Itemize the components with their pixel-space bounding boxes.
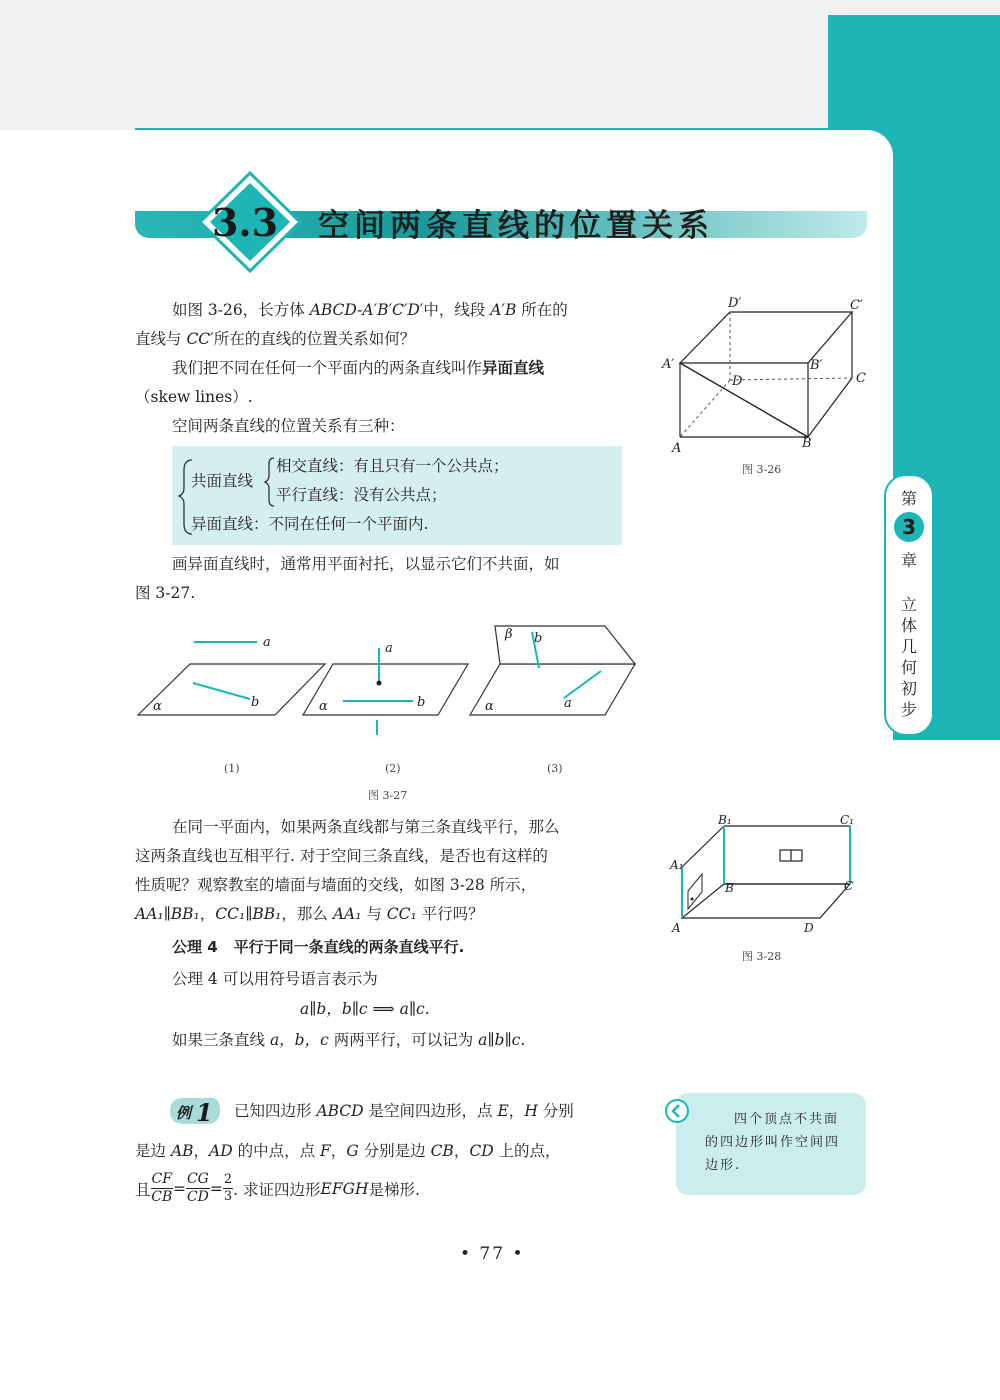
para4-line2: 图 3-27. bbox=[135, 584, 196, 602]
section-number-diamond bbox=[195, 170, 305, 275]
fig28-C: C bbox=[844, 879, 854, 893]
fig27-1-alpha: α bbox=[153, 699, 162, 714]
label-D: D bbox=[732, 374, 743, 389]
figure-3-27 bbox=[135, 620, 645, 745]
para2-line2: （skew lines）. bbox=[135, 388, 253, 406]
label-C: C bbox=[856, 371, 866, 386]
para3: 空间两条直线的位置关系有三种： bbox=[172, 417, 405, 435]
intersect-lines: 相交直线：有且只有一个公共点； bbox=[276, 457, 509, 475]
fraction-cf-cb: $\frac{CF}{CB}$ bbox=[151, 1171, 173, 1205]
skew-lines: 异面直线：不同在任何一个平面内. bbox=[191, 515, 429, 533]
coplanar-label: 共面直线 bbox=[191, 472, 254, 490]
axiom-4 bbox=[172, 933, 464, 962]
fig27-3-a: a bbox=[564, 696, 572, 711]
caption-3-26: 图 3-26 bbox=[742, 463, 782, 476]
para1-line1: 如图 3-26，长方体 ABCD-A′B′C′D′中，线段 A′B 所在的 bbox=[172, 301, 568, 319]
figure-3-26 bbox=[660, 292, 880, 462]
tip-arrow-icon bbox=[664, 1098, 690, 1124]
fig27-sub2: (2) bbox=[385, 762, 401, 775]
para6: 如果三条直线 a，b，c 两两平行，可以记为 a∥b∥c. bbox=[172, 1031, 526, 1049]
axiom-text: 平行于同一条直线的两条直线平行. bbox=[233, 938, 465, 956]
para2-line1: 我们把不同在任何一个平面内的两条直线叫作异面直线 bbox=[172, 359, 545, 377]
section-number: 3.3 bbox=[211, 200, 279, 245]
fig27-sub3: (3) bbox=[547, 762, 563, 775]
fig27-2-a: a bbox=[385, 641, 393, 656]
chapter-number: 3 bbox=[894, 512, 924, 542]
fig27-3-alpha: α bbox=[485, 699, 494, 714]
axiom-formula: a∥b，b∥c ⟹ a∥c. bbox=[300, 1000, 430, 1018]
fig27-sub1: (1) bbox=[224, 762, 240, 775]
para5-line4: AA₁∥BB₁，CC₁∥BB₁，那么 AA₁ 与 CC₁ 平行吗？ bbox=[135, 905, 484, 923]
para4-line1: 画异面直线时，通常用平面衬托，以显示它们不共面，如 bbox=[172, 555, 560, 573]
fig28-C1: C₁ bbox=[840, 813, 854, 827]
fig28-D: D bbox=[804, 921, 814, 935]
chapter-tab-di: 第 bbox=[900, 489, 917, 508]
figure-3-28 bbox=[668, 812, 868, 937]
fig27-2-b: b bbox=[417, 695, 426, 710]
example-line2: 是边 AB，AD 的中点，点 F，G 分别是边 CB，CD 上的点， bbox=[135, 1142, 561, 1160]
chapter-tab-zhang: 章 bbox=[900, 551, 917, 570]
caption-3-27: 图 3-27 bbox=[368, 789, 408, 802]
para1-line2: 直线与 CC′所在的直线的位置关系如何？ bbox=[135, 330, 416, 348]
example-line1: 已知四边形 ABCD 是空间四边形，点 E，H 分别 bbox=[234, 1102, 574, 1120]
svg-text:1: 1 bbox=[196, 1098, 213, 1127]
para5-line1: 在同一平面内，如果两条直线都与第三条直线平行，那么 bbox=[172, 818, 560, 836]
fig27-3-beta: β bbox=[505, 627, 513, 642]
label-D1: D′ bbox=[728, 296, 742, 311]
caption-3-28: 图 3-28 bbox=[742, 950, 782, 963]
label-C1: C′ bbox=[850, 298, 863, 313]
label-A1: A′ bbox=[662, 357, 675, 372]
chapter-title: 立 体 几 何 初 步 bbox=[900, 595, 917, 719]
fig28-B: B bbox=[725, 881, 734, 895]
fig28-B1: B₁ bbox=[718, 813, 732, 827]
tip-line1: 四个顶点不共面 bbox=[734, 1112, 840, 1127]
tip-line2: 的四边形叫作空间四 bbox=[705, 1135, 841, 1150]
label-A: A bbox=[672, 441, 682, 456]
fig27-1-a: a bbox=[263, 635, 271, 650]
header-rule bbox=[135, 128, 830, 130]
parallel-lines: 平行直线：没有公共点； bbox=[276, 486, 447, 504]
fig27-1-b: b bbox=[251, 695, 260, 710]
fraction-2-3: $\frac{2}{3}$ bbox=[223, 1172, 233, 1204]
term-skew-lines: 异面直线 bbox=[482, 359, 545, 377]
example-line3: 且 $\frac{CF}{CB}$ = $\frac{CG}{CD}$ = $\frac{2}{3}$ . 求证四边形 EFGH 是梯形. bbox=[135, 1171, 420, 1205]
axiom-symbol-intro: 公理 4 可以用符号语言表示为 bbox=[172, 970, 378, 988]
section-title: 空间两条直线的位置关系 bbox=[318, 208, 714, 244]
fig27-2-alpha: α bbox=[319, 699, 328, 714]
fig27-3-b: b bbox=[534, 631, 543, 646]
label-B: B bbox=[802, 436, 812, 451]
label-B1: B′ bbox=[810, 358, 823, 373]
fraction-cg-cd: $\frac{CG}{CD}$ bbox=[186, 1171, 209, 1205]
para5-line2: 这两条直线也互相平行. 对于空间三条直线，是否也有这样的 bbox=[135, 847, 548, 865]
axiom-label: 公理 4 bbox=[172, 938, 218, 956]
fig28-A1: A₁ bbox=[670, 858, 684, 872]
example-badge bbox=[166, 1094, 224, 1128]
page-number: • 77 • bbox=[460, 1244, 525, 1264]
para5-line3: 性质呢？观察教室的墙面与墙面的交线，如图 3-28 所示， bbox=[135, 876, 537, 894]
svg-text:例: 例 bbox=[176, 1104, 192, 1122]
tip-line3: 边形. bbox=[705, 1158, 742, 1173]
fig28-A: A bbox=[672, 921, 681, 935]
